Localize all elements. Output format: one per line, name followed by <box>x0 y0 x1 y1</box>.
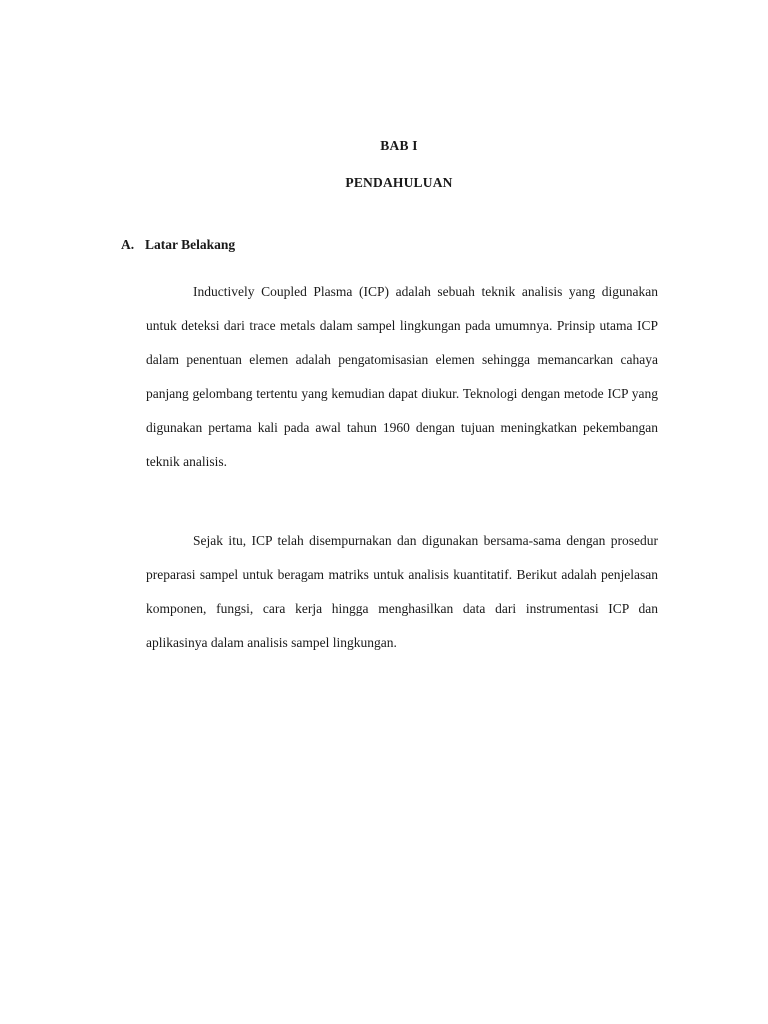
chapter-title: PENDAHULUAN <box>345 175 453 190</box>
body-paragraph-2: Sejak itu, ICP telah disempurnakan dan digunakan bersama-sama dengan prosedur preparasi sampel untuk beragam matriks untuk analisis kuantitatif. Berikut adalah penjelasan komponen, fungsi, cara kerja hingga menghasilkan data dari instrumentasi ICP dan aplikasinya dalam analisis sampel lingkungan. <box>146 533 658 651</box>
section-title: Latar Belakang <box>145 237 236 252</box>
body-paragraph-1: Inductively Coupled Plasma (ICP) adalah sebuah teknik analisis yang digunakan untuk deteksi dari trace metals dalam sampel lingkungan pada umumnya. Prinsip utama ICP dalam penentuan elemen adalah pengatomisasian elemen sehingga memancarkan cahaya panjang gelombang tertentu yang kemudian dapat diukur. Teknologi dengan metode ICP yang digunakan pertama kali pada awal tahun 1960 dengan tujuan meningkatkan pekembangan teknik analisis. <box>146 284 658 470</box>
chapter-number: BAB I <box>380 138 418 153</box>
section-heading <box>121 237 235 253</box>
section-label: A. <box>121 237 135 252</box>
